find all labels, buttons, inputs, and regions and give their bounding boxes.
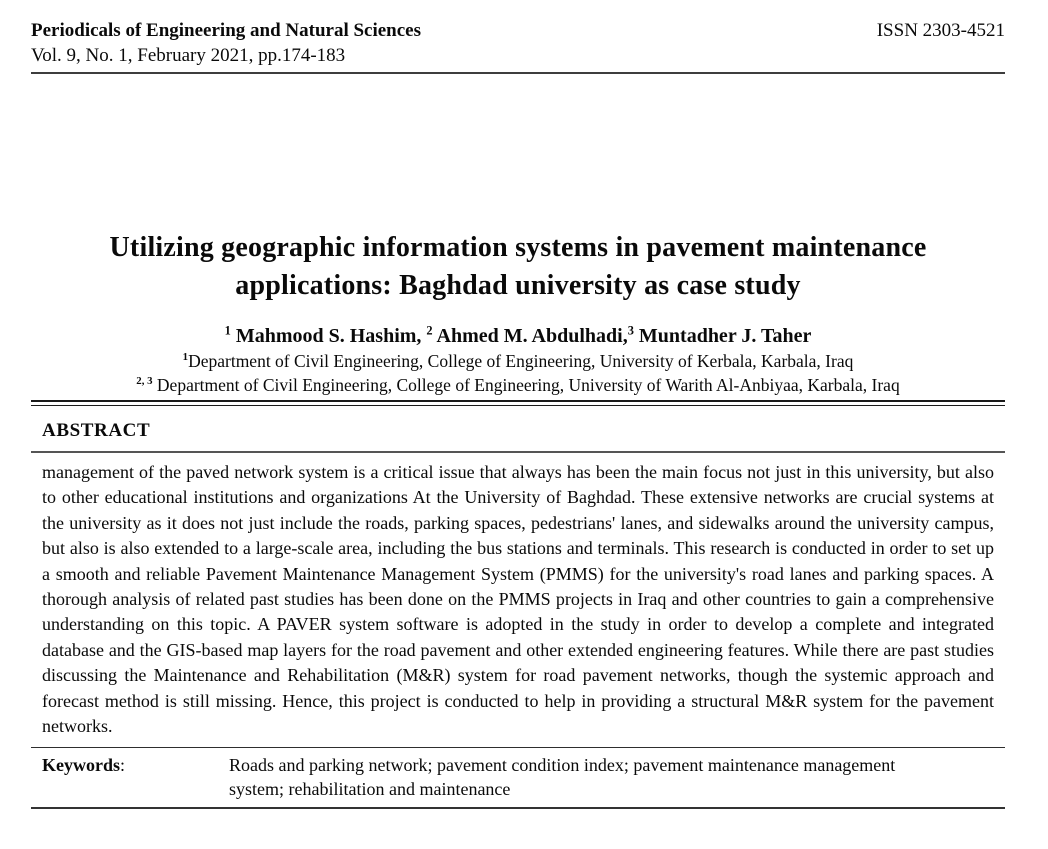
author-1-superscript: 1 xyxy=(224,323,231,338)
author-3-superscript: 3 xyxy=(627,323,634,338)
paper-title xyxy=(31,229,1005,305)
keywords-label-colon: : xyxy=(120,755,126,776)
keywords-bottom-rule xyxy=(31,807,1005,809)
abstract-heading-rule xyxy=(31,451,1005,453)
abstract-section xyxy=(31,419,1005,739)
journal-header xyxy=(31,18,1005,68)
journal-header-row xyxy=(31,18,1005,43)
authors-line xyxy=(31,322,1005,350)
affiliation-2 xyxy=(31,374,1005,398)
keywords-row xyxy=(31,748,1005,807)
author-1-name: Mahmood S. Hashim, xyxy=(230,325,427,347)
affiliation-2-superscript: 2, 3 xyxy=(136,374,153,387)
affiliation-1 xyxy=(31,350,1005,374)
author-2-name: Ahmed M. Abdulhadi, xyxy=(432,325,628,347)
authors-divider-double-rule xyxy=(31,400,1005,406)
author-3-name: Muntadher J. Taher xyxy=(633,325,812,347)
keywords-label xyxy=(42,753,229,801)
affiliation-1-text: Department of Civil Engineering, College of Engineering, University of Kerbala, Karbala, Iraq xyxy=(188,351,854,371)
header-rule xyxy=(31,72,1005,74)
keywords-text: Roads and parking network; pavement condition index; pavement maintenance management system; rehabilitation and maintenance xyxy=(229,755,896,800)
affiliation-2-text: Department of Civil Engineering, College of Engineering, University of Warith Al-Anbiyaa, Karbala, Iraq xyxy=(152,374,900,395)
author-2-superscript: 2 xyxy=(426,323,433,338)
journal-issue-info: Vol. 9, No. 1, February 2021, pp.174-183 xyxy=(31,45,346,66)
paper-title-line-1: Utilizing geographic information systems in pavement maintenance xyxy=(109,232,927,263)
affiliation-1-superscript: 1 xyxy=(182,351,189,364)
journal-issn: ISSN 2303-4521 xyxy=(876,20,1005,41)
abstract-text: management of the paved network system is a critical issue that always has been the main focus not just in this university, but also to other educational institutions and organizations At the University of Baghdad. These extensive networks are crucial systems at the university as it does not just include the roads, parking spaces, pedestrians' lanes, and sidewalks around the university campus, but also is also extended to a large-scale area, including the bus stations and terminals. This research is conducted in order to set up a smooth and reliable Pavement Maintenance Management System (PMMS) for the university's road lanes and parking spaces. A thorough analysis of related past studies has been done on the PMMS projects in Iraq and other countries to gain a comprehensive understanding on this topic. A PAVER system software is adopted in the study in order to develop a complete and integrated database and the GIS-based map layers for the road pavement and other extended engineering features. While there are past studies discussing the Maintenance and Rehabilitation (M&R) system for road pavement networks, though the systemic approach and forecast method is still missing. Hence, this project is conducted to help in providing a structural M&R system for the pavement networks. xyxy=(42,462,994,737)
paper-title-line-2: applications: Baghdad university as case study xyxy=(235,270,801,301)
keywords-label-word: Keywords xyxy=(42,755,120,776)
journal-name: Periodicals of Engineering and Natural Sciences xyxy=(31,20,422,41)
abstract-heading: ABSTRACT xyxy=(42,420,151,441)
